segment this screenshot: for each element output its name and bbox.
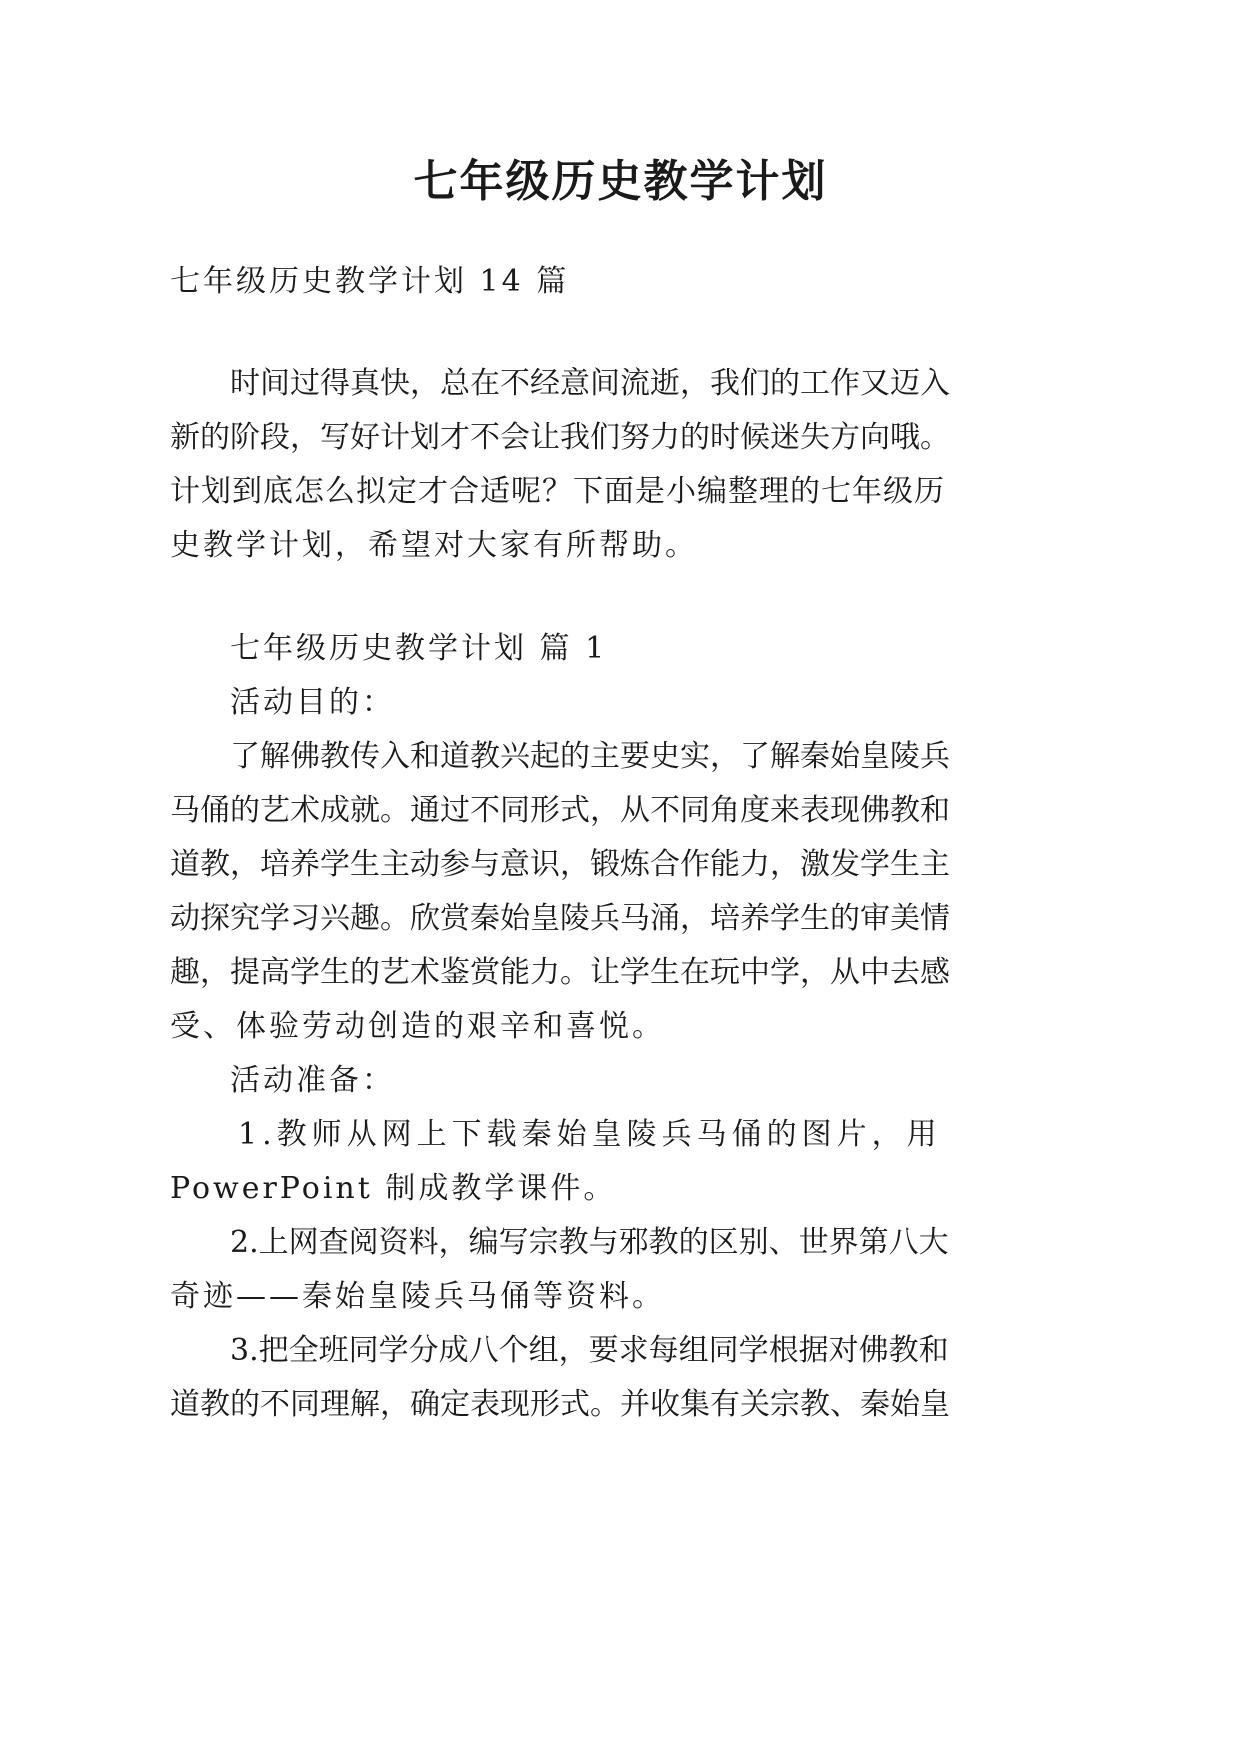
prep-label: 活动准备： — [230, 1063, 395, 1098]
purpose-line: 受、体验劳动创造的艰辛和喜悦。 — [170, 1009, 665, 1044]
purpose-line: 动探究学习兴趣。欣赏秦始皇陵兵马涌，培养学生的审美情 — [170, 901, 950, 936]
intro-line: 新的阶段，写好计划才不会让我们努力的时候迷失方向哦。 — [170, 420, 950, 455]
purpose-line: 了解佛教传入和道教兴起的主要史实，了解秦始皇陵兵 — [230, 739, 950, 774]
purpose-line: 趣，提高学生的艺术鉴赏能力。让学生在玩中学，从中去感 — [170, 955, 950, 990]
document-subtitle: 七年级历史教学计划 14 篇 — [170, 264, 570, 299]
prep-item-line: 3.把全班同学分成八个组，要求每组同学根据对佛教和 — [230, 1333, 949, 1368]
prep-item-line: PowerPoint 制成教学课件。 — [170, 1171, 617, 1206]
purpose-label: 活动目的： — [230, 685, 395, 720]
intro-line: 计划到底怎么拟定才合适呢？下面是小编整理的七年级历 — [170, 474, 945, 509]
prep-item-line: 奇迹——秦始皇陵兵马俑等资料。 — [170, 1279, 665, 1314]
prep-item-line: 1.教师从网上下载秦始皇陵兵马俑的图片，用 — [238, 1117, 942, 1152]
prep-item-line: 道教的不同理解，确定表现形式。并收集有关宗教、秦始皇 — [170, 1387, 950, 1422]
section-heading: 七年级历史教学计划 篇 1 — [230, 631, 608, 666]
prep-item-line: 2.上网查阅资料，编写宗教与邪教的区别、世界第八大 — [230, 1225, 949, 1260]
intro-line: 史教学计划，希望对大家有所帮助。 — [170, 528, 698, 563]
purpose-line: 道教，培养学生主动参与意识，锻炼合作能力，激发学生主 — [170, 847, 950, 882]
purpose-line: 马俑的艺术成就。通过不同形式，从不同角度来表现佛教和 — [170, 793, 950, 828]
document-title: 七年级历史教学计划 — [413, 156, 828, 207]
intro-line: 时间过得真快，总在不经意间流逝，我们的工作又迈入 — [230, 366, 950, 401]
